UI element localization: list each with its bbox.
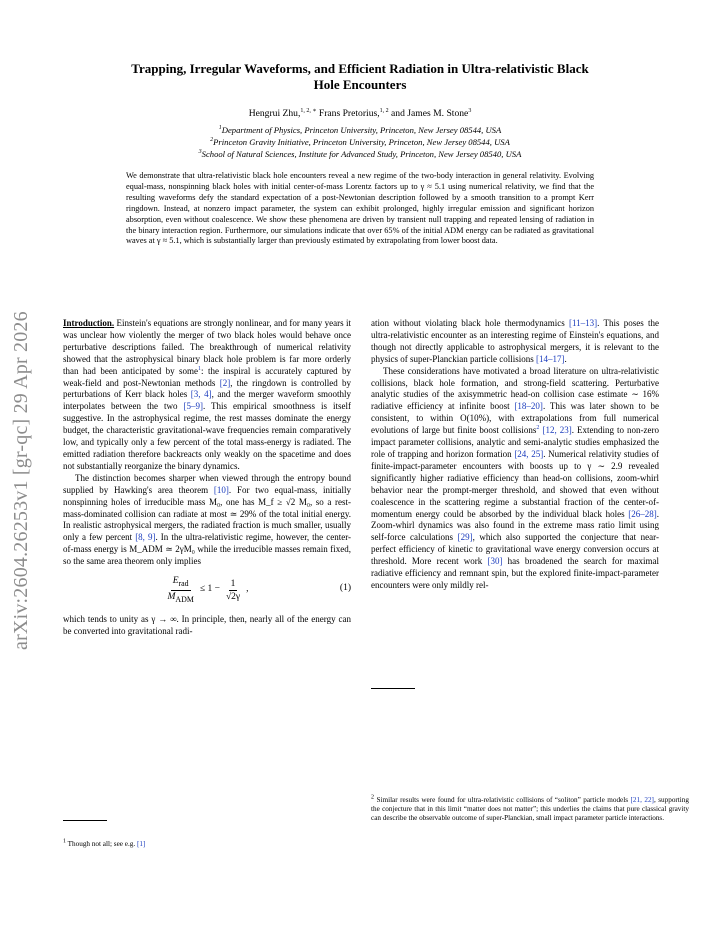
paper-title [70,61,650,93]
equation-1: $\frac{E_{rad}}{M_{ADM}}$ ≤ 1 − $\frac{1}{√2\gamma}$ , (1) [167,575,351,604]
citation-link[interactable]: [26–28] [628,508,657,519]
title-line-2: Hole Encounters [313,77,407,92]
citation-link[interactable]: [12, 23] [542,425,572,436]
arxiv-identifier[interactable]: arXiv:2604.26253v1 [gr-qc] 29 Apr 2026 [10,311,32,650]
section-heading-introduction: Introduction. [63,318,115,328]
intro-paragraph-4: These considerations have motivated a broad literature on ultra-relativistic collisions, black hole formation, and strong-field scattering. Perturbative analytic studies of the axisymmetric head-on collision case estimate ∼ 16% radiative efficiency at infinite boost [18–20]. This was later shown to be consistent, to within O(10%), with extrapolations from full numerical evolutions of large but finite boost collisions$^2$ [12, 23]. Extending to non-zero impact parameter collisions, analytic and semi-analytic studies emphasized the role of trapping and horizon formation [24, 25]. Numerical relativity studies of finite-impact-parameter encounters with boosts up to γ ∼ 2.9 revealed significantly higher radiative efficiency than head-on collisions, zoom-whirl behavior near the prompt-merger threshold, and showed that even without coalescence in the scattering regime a substantial fraction of the center-of-momentum energy could be absorbed by the individual black holes [26–28]. Zoom-whirl dynamics was also found in the extreme mass ratio limit using self-force calculations [29], which also supported the conjecture that near-perfect efficiency of kinetic to gravitational wave energy conversion occurs at threshold. More recent work [30] has broadened the search for maximal radiative efficiency and remnant spin, but the explored finite-impact-parameter encounters were only mildly rel- [371,365,659,590]
right-column [371,318,659,592]
abstract: We demonstrate that ultra-relativistic black hole encounters reveal a new regime of the two-body interaction in general relativity. Evolving equal-mass, nonspinning black holes with initial center-of-mass Lorentz factors up to γ ≈ 5.1 using numerical relativity, we find that the resulting waveforms defy the standard expectation of a post-Newtonian description followed by a smooth transition to a prompt Kerr ringdown. Instead, at nonzero impact parameter, the system can exhibit prolonged, highly irregular emission and significant horizon absorption, even without coalescence. We show these phenomena are driven by transient null trapping and repeated lensing of radiation in the binary interaction region. Furthermore, our simulations indicate that over 65% of the initial ADM energy can be radiated as gravitational waves at γ ≈ 5.1, which is substantially larger than previously estimated by extrapolating from lower boost data. [126,171,594,246]
affiliation-1: $^1$Department of Physics, Princeton University, Princeton, New Jersey 08544, USA [218,125,502,135]
citation-link[interactable]: [5–9] [183,401,203,412]
footnote-1: $^1$ Though not all; see e.g. [1] [63,838,146,848]
left-column [63,318,351,638]
equation-fraction-left: $\frac{E_{rad}}{M_{ADM}}$ [167,575,194,604]
citation-link[interactable]: [8, 9] [135,532,156,543]
citation-link[interactable]: [1] [136,840,146,848]
citation-link[interactable]: [18–20] [514,401,543,412]
author-3: and James M. Stone [388,108,469,119]
author-list [70,108,650,119]
footnote-2-link[interactable]: 2 [536,425,540,432]
footnote-2: $^2$ Similar results were found for ultra-relativistic collisions of “soliton” particle models [21, 22], supporting the conjecture that in this limit “matter does not matter”; this underlies the claims that pure classical gravity can describe the observable outcome of super-Planckian, small impact parameter particle interactions. [371,794,689,823]
author-1-affil: 1, 2, ∗ [300,107,317,114]
footnote-divider-left [63,820,107,821]
citation-link[interactable]: [3, 4] [190,389,212,400]
affiliations [70,124,650,160]
affiliation-2: $^2$Princeton Gravity Initiative, Princeton University, Princeton, New Jersey 08544, USA [210,137,510,147]
author-1: Hengrui Zhu, [248,108,301,119]
equation-relation: ≤ 1 − [199,584,220,595]
footnote-1-link[interactable]: 1 [198,365,202,372]
citation-link[interactable]: [24, 25] [514,448,544,459]
footnote-divider-right [371,688,415,689]
author-3-affil: 3 [468,107,472,114]
author-2: Frans Pretorius, [316,108,380,119]
equation-fraction-right: $\frac{1}{√2\gamma}$ [225,578,241,602]
citation-link[interactable]: [30] [487,556,503,567]
intro-paragraph-3-cont: ation without violating black hole thermodynamics [11–13]. This poses the ultra-relativistic encounter as an interesting regime of Einstein's equations, and though not directly applicable to astrophysical mergers, it is relevant to the physics of super-Planckian particle collisions [14–17]. [371,318,659,364]
citation-link[interactable]: [21, 22] [630,796,654,804]
citation-link[interactable]: [10] [213,484,229,495]
affiliation-3: $^3$School of Natural Sciences, Institute for Advanced Study, Princeton, New Jersey 08540, USA [198,149,522,159]
intro-paragraph-1: Introduction. Einstein's equations are strongly nonlinear, and for many years it was unclear how violently the merger of two black holes would behave once perturbative descriptions failed. The breakthrough of numerical relativity showed that the astrophysical binary black hole problem is far more orderly than had been anticipated by some$^1$: the inspiral is accurately captured by weak-field and post-Newtonian methods [2], the ringdown is controlled by perturbations of Kerr black holes [3, 4], and the merger waveform smoothly interpolates between the two [5–9]. This empirical smoothness is itself suggestive. In the astrophysical regime, the rest masses dominate the energy budget, the characteristic gravitational-wave frequencies remain comparatively low, and typically only a few percent of the total mass-energy is radiated. The emitted radiation therefore backreacts only weakly on the spacetime and does not substantially reorganize the binary dynamics. [63,318,352,471]
citation-link[interactable]: [14–17] [536,353,565,364]
citation-link[interactable]: [29] [457,532,473,543]
citation-link[interactable]: [2] [219,377,231,388]
equation-number: (1) [339,583,351,594]
author-2-affil: 1, 2 [379,107,389,114]
citation-link[interactable]: [11–13] [568,318,598,328]
intro-paragraph-3: which tends to unity as γ → ∞. In principle, then, nearly all of the energy can be converted into gravitational radi- [63,614,351,636]
intro-paragraph-2: The distinction becomes sharper when viewed through the entropy bound supplied by Hawking's area theorem [10]. For two equal-mass, initially nonspinning holes of irreducible mass M₀, one has M_f ≥ √2 M₀, so a rest-mass-dominated collision can radiate at most ≃ 29% of the total initial energy. In realistic astrophysical mergers, the radiated fraction is much smaller, usually only a few percent [8, 9]. In the ultra-relativistic regime, however, the center-of-mass energy is M_ADM ≃ 2γM₀ while the irreducible masses remain fixed, so the same area theorem only implies [63,472,352,567]
title-line-1: Trapping, Irregular Waveforms, and Efficient Radiation in Ultra-relativistic Black [131,61,589,76]
